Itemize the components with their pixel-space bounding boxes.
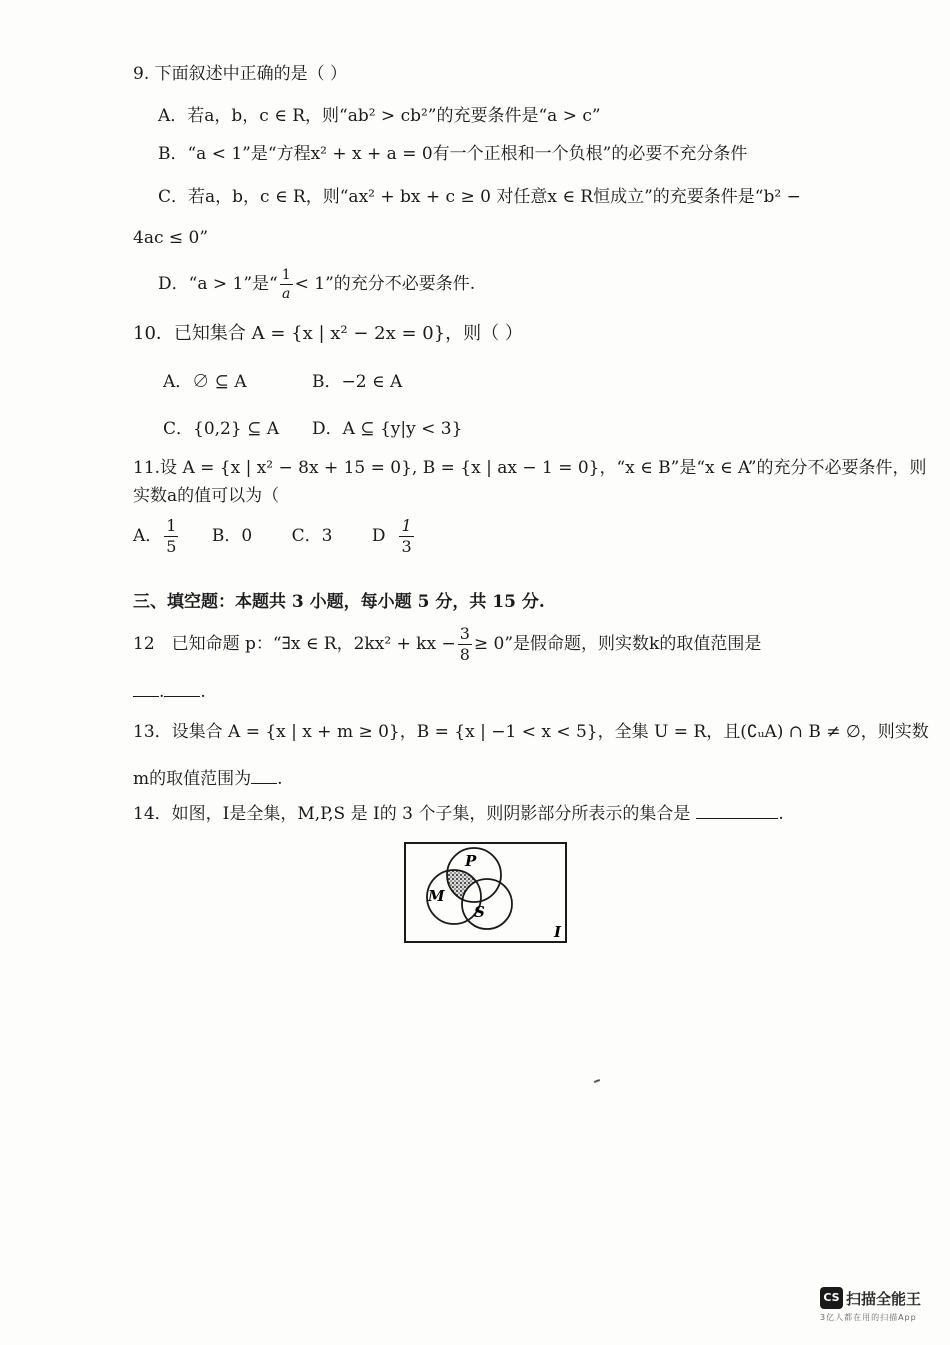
q9-d-fraction bbox=[280, 268, 293, 301]
q12-answer-blank: . . bbox=[133, 680, 206, 704]
venn-label-m: M bbox=[428, 887, 445, 905]
q9-option-d bbox=[158, 268, 475, 301]
q11-option-c: C．3 bbox=[291, 526, 333, 546]
camscanner-logo-icon: CS bbox=[820, 1287, 843, 1309]
venn-label-i: I bbox=[554, 923, 562, 941]
q10-stem: 10．已知集合 A = {x | x² − 2x = 0}，则（ ） bbox=[133, 323, 523, 344]
q12-stem bbox=[133, 624, 761, 664]
q9-stem: 9. 下面叙述中正确的是（ ） bbox=[133, 64, 348, 84]
q11-d-den: 3 bbox=[401, 537, 412, 556]
q12-fraction-den: 8 bbox=[459, 645, 470, 664]
q13-answer-blank bbox=[251, 767, 277, 784]
q9-d-fraction-den: a bbox=[282, 286, 291, 302]
q13-line2-text: m的取值范围为 bbox=[133, 769, 252, 789]
q14-answer-blank bbox=[696, 802, 778, 819]
q9-option-b: B．“a < 1”是“方程x² + x + a = 0有一个正根和一个负根”的必要不充分条件 bbox=[158, 144, 748, 164]
q14-stem-text: 14．如图，I是全集，M,P,S 是 I的 3 个子集，则阴影部分所表示的集合是 bbox=[133, 804, 691, 824]
q11-option-a-fraction bbox=[164, 518, 178, 555]
scanner-watermark bbox=[820, 1287, 940, 1323]
q11-d-num: 1 bbox=[401, 516, 412, 535]
q11-option-a-label: A． bbox=[133, 526, 163, 546]
q11-option-d-label: D bbox=[371, 526, 386, 546]
watermark-app-name: 扫描全能王 bbox=[846, 1289, 922, 1308]
q9-d-pre: D．“a > 1”是“ bbox=[158, 274, 278, 294]
q9-option-c-line1: C．若a，b，c ∈ R，则“ax² + bx + c ≥ 0 对任意x ∈ R恒成立”的充要条件是“b² − bbox=[158, 187, 801, 207]
q13-stem-line1: 13．设集合 A = {x | x + m ≥ 0}，B = {x | −1 < x < 5}，全集 U = R，且(∁ᵤA) ∩ B ≠ ∅，则实数 bbox=[133, 722, 929, 742]
venn-diagram bbox=[404, 842, 568, 944]
q11-a-num: 1 bbox=[166, 516, 177, 535]
q10-option-c: C．{0,2} ⊆ A bbox=[163, 419, 280, 439]
venn-circle-s bbox=[462, 879, 512, 929]
q12-blank-sep: . bbox=[159, 682, 165, 702]
q12-fraction bbox=[458, 626, 472, 663]
q10-option-b: B．−2 ∈ A bbox=[312, 372, 403, 392]
q11-option-b: B．0 bbox=[211, 526, 253, 546]
q9-d-fraction-num: 1 bbox=[281, 267, 291, 283]
q11-options bbox=[133, 514, 416, 558]
q11-stem-line2: 实数a的值可以为（ bbox=[133, 486, 280, 506]
q11-option-d-fraction bbox=[399, 518, 413, 555]
q12-pre: 12 已知命题 p：“∃x ∈ R，2kx² + kx − bbox=[133, 634, 456, 654]
section-3-heading: 三、填空题：本题共 3 小题，每小题 5 分，共 15 分. bbox=[133, 592, 545, 612]
venn-label-s: S bbox=[474, 903, 485, 921]
watermark-tagline: 3亿人都在用的扫描App bbox=[820, 1313, 917, 1322]
q13-stem-line2: m的取值范围为 . bbox=[133, 769, 283, 789]
q10-option-a: A．∅ ⊆ A bbox=[163, 372, 247, 392]
q11-a-den: 5 bbox=[166, 537, 177, 556]
q10-option-d: D．A ⊆ {y|y < 3} bbox=[312, 419, 463, 439]
scan-speck bbox=[594, 1079, 600, 1083]
q12-fraction-num: 3 bbox=[459, 624, 470, 643]
q9-d-post: < 1”的充分不必要条件. bbox=[294, 274, 476, 294]
q12-blank-2 bbox=[164, 680, 200, 697]
q12-blank-1 bbox=[133, 680, 159, 697]
q9-option-c-line2: 4ac ≤ 0” bbox=[133, 228, 209, 248]
q12-post: ≥ 0”是假命题，则实数k的取值范围是 bbox=[473, 634, 762, 654]
q9-option-a: A．若a，b，c ∈ R，则“ab² > cb²”的充要条件是“a > c” bbox=[158, 106, 601, 126]
q11-stem-line1: 11.设 A = {x | x² − 8x + 15 = 0}, B = {x | ax − 1 = 0}，“x ∈ B”是“x ∈ A”的充分不必要条件，则 bbox=[133, 458, 927, 478]
q14-stem: 14．如图，I是全集，M,P,S 是 I的 3 个子集，则阴影部分所表示的集合是 . bbox=[133, 804, 784, 824]
venn-label-p: P bbox=[465, 852, 477, 870]
